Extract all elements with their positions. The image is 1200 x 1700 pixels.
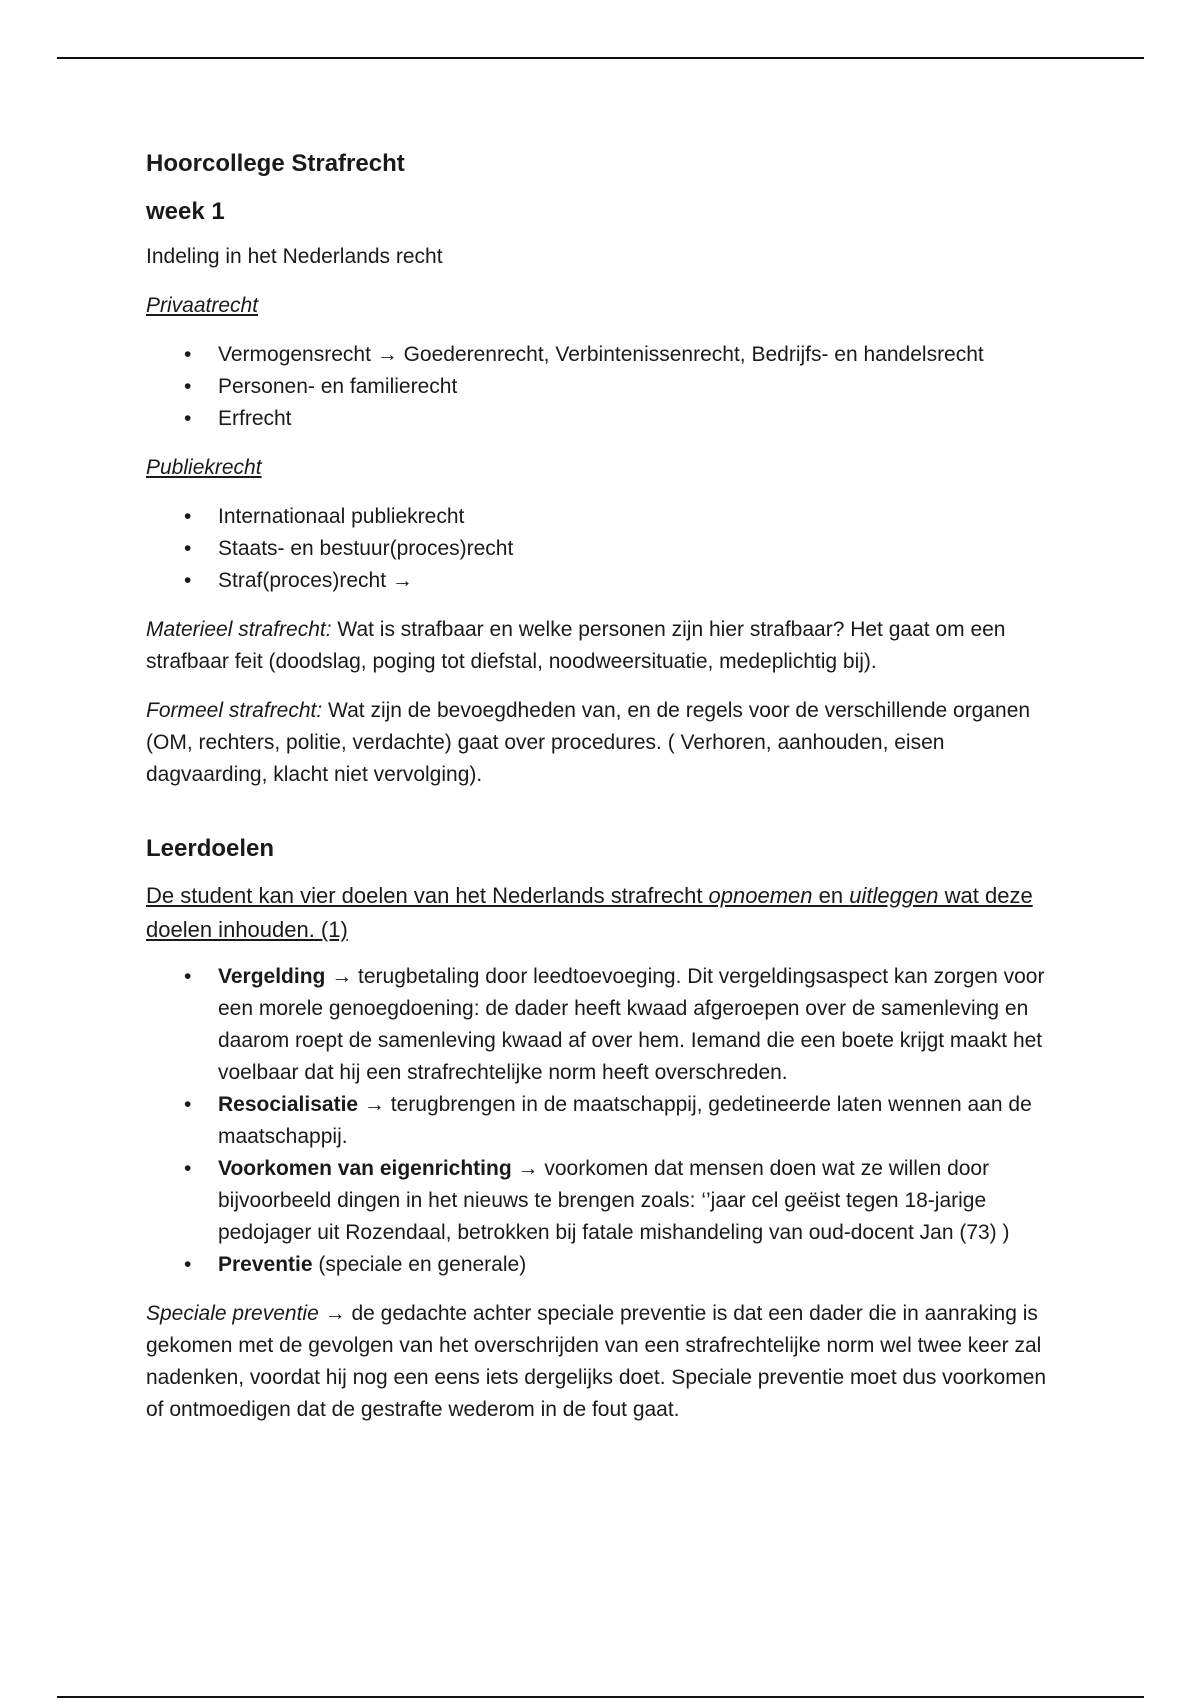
list-item <box>146 1089 1066 1153</box>
doel-term: Voorkomen van eigenrichting <box>218 1157 512 1180</box>
doel-term: Preventie <box>218 1253 313 1276</box>
publiekrecht-heading-text: Publiekrecht <box>146 456 262 479</box>
list-item <box>146 533 1066 565</box>
week-heading: week 1 <box>146 198 225 225</box>
leerdoel-statement <box>146 879 1066 947</box>
leerdoelen-heading: Leerdoelen <box>146 835 275 862</box>
list-item <box>146 1153 1066 1249</box>
intro-text: Indeling in het Nederlands recht <box>146 245 443 268</box>
header-rule <box>57 57 1144 59</box>
bullet-icon: • <box>184 965 192 988</box>
privaatrecht-heading <box>146 290 1066 322</box>
privaatrecht-list <box>146 339 1066 435</box>
formeel-text: Wat zijn de bevoegdheden van, en de regels voor de verschillende organen (OM, rechters, politie, verdachte) gaat over procedures. ( Verhoren, aanhouden, eisen dagvaarding, klacht niet vervolging). <box>146 699 1031 786</box>
bullet-icon: • <box>184 505 192 528</box>
list-item-text: Staats- en bestuur(proces)recht <box>218 537 514 560</box>
doel-term: Resocialisatie <box>218 1093 359 1116</box>
goal-text: wat deze doelen inhouden. (1) <box>146 883 1033 942</box>
list-item <box>146 339 1066 371</box>
bullet-icon: • <box>184 343 192 366</box>
list-item-text: Straf(proces)recht → <box>218 569 413 592</box>
publiekrecht-heading <box>146 452 1066 484</box>
speciale-preventie-paragraph <box>146 1298 1066 1426</box>
doel-text: (speciale en generale) <box>312 1253 527 1276</box>
bullet-icon: • <box>184 569 192 592</box>
goal-emphasis: opnoemen <box>708 883 813 908</box>
bullet-icon: • <box>184 537 192 560</box>
materieel-label: Materieel strafrecht: <box>146 618 332 641</box>
list-item <box>146 565 1066 597</box>
list-item-text: Vermogensrecht → Goederenrecht, Verbintenissenrecht, Bedrijfs- en handelsrecht <box>218 343 984 366</box>
privaatrecht-heading-text: Privaatrecht <box>146 294 259 317</box>
formeel-paragraph <box>146 695 1066 791</box>
doelen-list <box>146 961 1066 1281</box>
doel-term: Vergelding <box>218 965 326 988</box>
bullet-icon: • <box>184 1093 192 1116</box>
bullet-icon: • <box>184 407 192 430</box>
goal-emphasis: uitleggen <box>849 883 939 908</box>
list-item <box>146 1249 1066 1281</box>
bullet-icon: • <box>184 1253 192 1276</box>
materieel-paragraph <box>146 614 1066 678</box>
list-item <box>146 371 1066 403</box>
list-item-text: Internationaal publiekrecht <box>218 505 465 528</box>
footer-rule <box>57 1696 1144 1698</box>
doel-text: → terugbetaling door leedtoevoeging. Dit vergeldingsaspect kan zorgen voor een morele genoegdoening: de dader heeft kwaad afgeroepen over de samenleving en daarom roept de samenleving kwaad af over hem. Iemand die een boete krijgt maakt het voelbaar dat hij een strafrechtelijke norm heeft overschreden. <box>218 965 1045 1084</box>
document-title: Hoorcollege Strafrecht <box>146 150 405 177</box>
speciale-text: → de gedachte achter speciale preventie is dat een dader die in aanraking is gekomen met de gevolgen van het overschrijden van een strafrechtelijke norm wel twee keer zal nadenken, voordat hij nog een eens iets dergelijks doet. Speciale preventie moet dus voorkomen of ontmoedigen dat de gestrafte wederom in de fout gaat. <box>146 1302 1047 1421</box>
list-item-text: Erfrecht <box>218 407 292 430</box>
goal-text: De student kan vier doelen van het Nederlands strafrecht <box>146 883 709 908</box>
doel-text: → voorkomen dat mensen doen wat ze willen door bijvoorbeeld dingen in het nieuws te brengen zoals: ‘’jaar cel geëist tegen 18-jarige pedojager uit Rozendaal, betrokken bij fatale mishandeling van oud-docent Jan (73) ) <box>218 1157 1010 1244</box>
materieel-text: Wat is strafbaar en welke personen zijn hier strafbaar? Het gaat om een strafbaar feit (doodslag, poging tot diefstal, noodweersituatie, medeplichtig bij). <box>146 618 1006 673</box>
list-item-text: Personen- en familierecht <box>218 375 458 398</box>
bullet-icon: • <box>184 1157 192 1180</box>
list-item <box>146 501 1066 533</box>
bullet-icon: • <box>184 375 192 398</box>
doel-text: → terugbrengen in de maatschappij, gedetineerde laten wennen aan de maatschappij. <box>218 1093 1032 1148</box>
publiekrecht-list <box>146 501 1066 597</box>
document-page <box>146 140 1066 1443</box>
list-item <box>146 961 1066 1089</box>
formeel-label: Formeel strafrecht: <box>146 699 323 722</box>
goal-text: en <box>812 883 850 908</box>
speciale-label: Speciale preventie <box>146 1302 319 1325</box>
list-item <box>146 403 1066 435</box>
